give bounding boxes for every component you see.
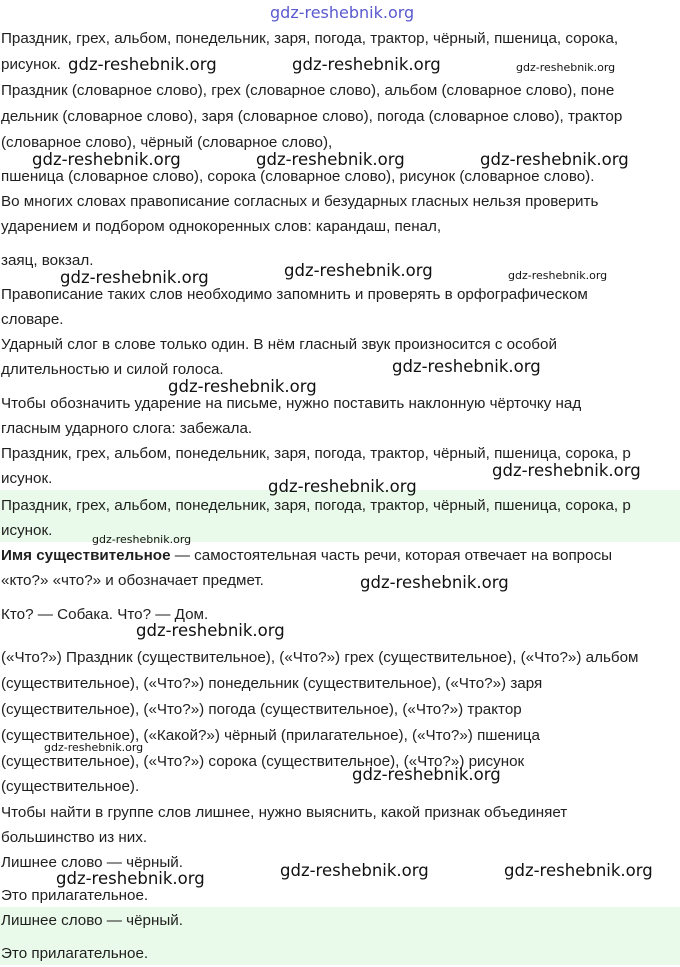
text-line-28: (существительное). xyxy=(1,778,140,795)
text-line-29: Чтобы найти в группе слов лишнее, нужно выяснить, какой признак объединяет xyxy=(1,804,568,821)
text-line-25: (существительное), («Что?») погода (существительное), («Что?») трактор xyxy=(1,701,522,718)
watermark: gdz-reshebnik.org xyxy=(392,357,541,376)
watermark: gdz-reshebnik.org xyxy=(492,461,641,480)
text-line-23: («Что?») Праздник (существительное), («Что?») грех (существительное), («Что?») альбом xyxy=(1,649,639,666)
text-line-15: гласным ударного слога: забежала. xyxy=(1,420,253,437)
text-line-14: Чтобы обозначить ударение на письме, нужно поставить наклонную чёрточку над xyxy=(1,395,582,412)
text-line-21: «кто?» «что?» и обозначает предмет. xyxy=(1,572,264,589)
watermark: gdz-reshebnik.org xyxy=(32,150,181,169)
text-line-12: Ударный слог в слове только один. В нём гласный звук произносится с особой xyxy=(1,336,557,353)
text-line-11: словаре. xyxy=(1,311,64,328)
text-line-32: Это прилагательное. xyxy=(1,887,149,904)
text-line-4: дельник (словарное слово), заря (словарное слово), погода (словарное слово), трактор xyxy=(1,108,623,125)
text-line-30: большинство из них. xyxy=(1,829,148,846)
watermark: gdz-reshebnik.org xyxy=(508,269,608,282)
text-line-27: (существительное), («Что?») сорока (существительное), («Что?») рисунок xyxy=(1,753,525,770)
watermark: gdz-reshebnik.org xyxy=(352,765,501,784)
text-line-17: исунок. xyxy=(1,470,53,487)
text-line-8: ударением и подбором однокоренных слов: карандаш, пенал, xyxy=(1,218,442,235)
watermark: gdz-reshebnik.org xyxy=(292,55,441,74)
text-line-24: (существительное), («Что?») понедельник (существительное), («Что?») заря xyxy=(1,675,543,692)
watermark: gdz-reshebnik.org xyxy=(68,55,217,74)
watermark: gdz-reshebnik.org xyxy=(168,377,317,396)
text-line-33: Лишнее слово — чёрный. xyxy=(1,912,183,929)
text-line-5: (словарное слово), чёрный (словарное слово), xyxy=(1,134,333,151)
watermark: gdz-reshebnik.org xyxy=(136,621,285,640)
text-line-3: Праздник (словарное слово), грех (словарное слово), альбом (словарное слово), поне xyxy=(1,82,615,99)
text-line-19: исунок. xyxy=(1,522,53,539)
text-line-18: Праздник, грех, альбом, понедельник, заря, погода, трактор, чёрный, пшеница, сорока, р xyxy=(1,497,631,514)
text-line-1: Праздник, грех, альбом, понедельник, заря, погода, трактор, чёрный, пшеница, сорока, xyxy=(1,30,619,47)
text-line-34: Это прилагательное. xyxy=(1,945,149,962)
watermark: gdz-reshebnik.org xyxy=(504,861,653,880)
text-line-13: длительностью и силой голоса. xyxy=(1,361,224,378)
definition-dash: — xyxy=(170,547,195,564)
text-line-7: Во многих словах правописание согласных и безударных гласных нельзя проверить xyxy=(1,193,599,210)
definition-term: Имя существительное xyxy=(1,547,171,564)
watermark: gdz-reshebnik.org xyxy=(44,741,144,754)
text-line-10: Правописание таких слов необходимо запомнить и проверять в орфографическом xyxy=(1,286,588,303)
watermark-top: gdz-reshebnik.org xyxy=(270,3,415,22)
text-line-16: Праздник, грех, альбом, понедельник, заря, погода, трактор, чёрный, пшеница, сорока, р xyxy=(1,445,631,462)
watermark: gdz-reshebnik.org xyxy=(256,150,405,169)
watermark: gdz-reshebnik.org xyxy=(360,573,509,592)
text-line-2: рисунок. xyxy=(1,56,61,73)
watermark: gdz-reshebnik.org xyxy=(60,268,209,287)
watermark: gdz-reshebnik.org xyxy=(56,869,205,888)
watermark: gdz-reshebnik.org xyxy=(280,861,429,880)
watermark: gdz-reshebnik.org xyxy=(92,533,192,546)
watermark: gdz-reshebnik.org xyxy=(268,477,417,496)
watermark: gdz-reshebnik.org xyxy=(284,261,433,280)
text-line-22: Кто? — Собака. Что? — Дом. xyxy=(1,606,209,623)
definition-text: самостоятельная часть речи, которая отвечает на вопросы xyxy=(194,547,613,564)
watermark: gdz-reshebnik.org xyxy=(516,61,616,74)
watermark: gdz-reshebnik.org xyxy=(480,150,629,169)
text-line-9: заяц, вокзал. xyxy=(1,252,94,269)
text-line-26: (существительное), («Какой?») чёрный (прилагательное), («Что?») пшеница xyxy=(1,727,540,744)
text-line-6: пшеница (словарное слово), сорока (словарное слово), рисунок (словарное слово). xyxy=(1,168,595,185)
text-line-31: Лишнее слово — чёрный. xyxy=(1,854,183,871)
